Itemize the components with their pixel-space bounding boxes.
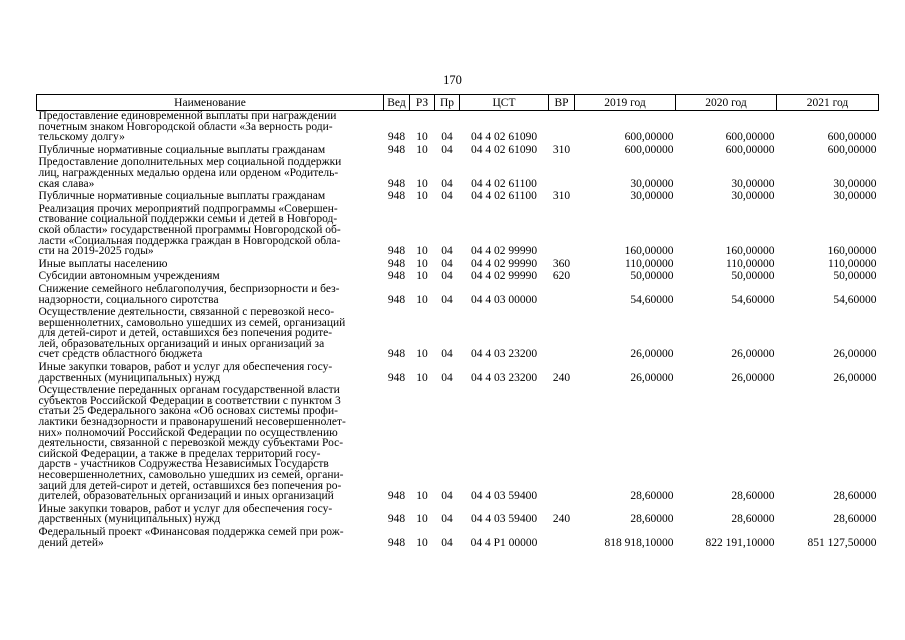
row-name-line: субъектов Российской Федерации в соответствии с пунктом 3 xyxy=(38,394,341,407)
table-row xyxy=(37,111,879,145)
row-value-2019: 30,00000 xyxy=(630,177,674,190)
row-name xyxy=(37,191,384,204)
row-value-2019: 50,00000 xyxy=(630,270,674,283)
table-row xyxy=(37,362,879,385)
row-value-2020: 26,00000 xyxy=(731,348,775,361)
row-value-2019: 600,00000 xyxy=(624,131,674,144)
row-name-line: ская слава» xyxy=(38,177,95,190)
row-value-2021: 54,60000 xyxy=(833,293,877,306)
row-rz: 10 xyxy=(416,257,428,270)
table-row xyxy=(37,157,879,191)
column-header-name: Наименование xyxy=(37,95,384,111)
row-pr: 04 xyxy=(441,257,453,270)
page-number: 170 xyxy=(443,73,462,87)
row-value-2019: 54,60000 xyxy=(630,293,674,306)
row-pr: 04 xyxy=(441,177,453,190)
row-name-line: них» полномочий Российской Федерации по осуществлению xyxy=(38,426,338,439)
row-cst: 04 4 03 23200 xyxy=(470,348,538,361)
column-header-rz: РЗ xyxy=(410,95,435,111)
row-pr: 04 xyxy=(441,513,453,526)
row-cst: 04 4 03 00000 xyxy=(470,293,538,306)
row-rz: 10 xyxy=(416,131,428,144)
row-vr xyxy=(549,307,575,362)
row-value-2019: 160,00000 xyxy=(624,245,674,258)
row-ved: 948 xyxy=(387,131,406,144)
row-name-line: Иные закупки товаров, работ и услуг для обеспечения госу- xyxy=(38,502,333,515)
row-name-line: Осуществление переданных органам государственной власти xyxy=(38,384,340,397)
row-value-2020: 30,00000 xyxy=(731,177,775,190)
row-value-2020: 600,00000 xyxy=(725,131,775,144)
row-vr: 240 xyxy=(552,513,571,526)
row-cst: 04 4 02 61090 xyxy=(470,143,538,156)
row-pr: 04 xyxy=(441,131,453,144)
row-name-line: лей, образовательных организаций и иных организаций за xyxy=(38,337,325,350)
row-value-2019: 110,00000 xyxy=(625,257,674,270)
row-value-2020: 50,00000 xyxy=(731,270,775,283)
row-value-2020: 28,60000 xyxy=(731,490,775,503)
row-rz: 10 xyxy=(416,143,428,156)
row-pr: 04 xyxy=(441,245,453,258)
column-header-cst: ЦСТ xyxy=(460,95,549,111)
table-row xyxy=(37,504,879,527)
row-vr xyxy=(549,527,575,550)
row-name-line: Публичные нормативные социальные выплаты гражданам xyxy=(38,143,326,156)
row-pr: 04 xyxy=(441,293,453,306)
row-name-line: заций для детей-сирот и детей, оставшихся без попечения ро- xyxy=(38,479,342,492)
row-name xyxy=(37,157,384,191)
row-value-2020: 600,00000 xyxy=(725,143,775,156)
row-ved: 948 xyxy=(387,536,406,549)
row-ved: 948 xyxy=(387,143,406,156)
row-vr: 620 xyxy=(552,270,571,283)
row-name xyxy=(37,385,384,504)
row-pr: 04 xyxy=(441,270,453,283)
row-value-2021: 26,00000 xyxy=(833,348,877,361)
row-vr xyxy=(549,157,575,191)
row-vr: 240 xyxy=(552,371,571,384)
row-name xyxy=(37,307,384,362)
row-name-line: статьи 25 Федерального закона «Об основах системы профи- xyxy=(38,405,338,418)
row-value-2020: 26,00000 xyxy=(731,371,775,384)
row-rz: 10 xyxy=(416,490,428,503)
row-name-line: надзорности, социального сиротства xyxy=(38,293,219,306)
row-rz: 10 xyxy=(416,293,428,306)
row-value-2020: 160,00000 xyxy=(725,245,775,258)
row-ved: 948 xyxy=(387,348,406,361)
table-body xyxy=(37,111,879,551)
row-rz: 10 xyxy=(416,270,428,283)
row-name-line: Иные закупки товаров, работ и услуг для обеспечения госу- xyxy=(38,361,333,374)
row-name-line: сийской Федерации, а также в пределах территорий госу- xyxy=(38,447,321,460)
row-name-line: деятельности, связанной с перевозкой между субъектами Рос- xyxy=(38,437,344,450)
row-pr: 04 xyxy=(441,348,453,361)
row-name xyxy=(37,504,384,527)
row-value-2019: 26,00000 xyxy=(630,348,674,361)
row-name-line: несовершеннолетних, самовольно ушедших из семей, органи- xyxy=(38,469,344,481)
row-pr: 04 xyxy=(441,490,453,503)
row-vr xyxy=(549,284,575,307)
row-value-2020: 28,60000 xyxy=(731,513,775,526)
column-header-pr: Пр xyxy=(435,95,460,111)
row-cst: 04 4 02 61100 xyxy=(471,177,537,190)
row-name-line: лактики безнадзорности и правонарушений несовершеннолет- xyxy=(38,416,346,429)
row-cst: 04 4 02 99990 xyxy=(470,257,538,270)
row-ved: 948 xyxy=(387,245,406,258)
row-name-line: дений детей» xyxy=(38,536,104,549)
row-name-line: Реализация прочих мероприятий подпрограммы «Совершен- xyxy=(38,202,338,215)
row-name-line: почетным знаком Новгородской области «За верность роди- xyxy=(38,120,333,133)
table-row xyxy=(37,284,879,307)
row-rz: 10 xyxy=(416,245,428,258)
row-name-line: Снижение семейного неблагополучия, беспризорности и без- xyxy=(38,282,340,295)
table-header xyxy=(37,95,879,111)
row-ved: 948 xyxy=(387,177,406,190)
row-name-line: ской области» государственной программы Новгородской об- xyxy=(38,223,341,236)
table-row xyxy=(37,307,879,362)
row-value-2021: 110,00000 xyxy=(828,257,877,270)
row-value-2019: 818 918,10000 xyxy=(604,536,674,549)
row-vr: 360 xyxy=(552,257,571,270)
row-cst: 04 4 02 61100 xyxy=(471,190,537,203)
column-header-2020: 2020 год xyxy=(676,95,777,111)
row-name xyxy=(37,284,384,307)
row-ved: 948 xyxy=(387,270,406,283)
table-row xyxy=(37,191,879,204)
column-header-2021: 2021 год xyxy=(777,95,879,111)
row-value-2021: 160,00000 xyxy=(827,245,877,258)
row-vr xyxy=(549,385,575,504)
row-ved: 948 xyxy=(387,293,406,306)
row-name-line: счет средств областного бюджета xyxy=(38,348,203,361)
row-name-line: тельскому долгу» xyxy=(38,131,125,144)
table-row xyxy=(37,385,879,504)
row-cst: 04 4 03 59400 xyxy=(470,490,538,503)
row-name xyxy=(37,204,384,259)
row-ved: 948 xyxy=(387,513,406,526)
row-value-2020: 54,60000 xyxy=(731,293,775,306)
row-name xyxy=(37,362,384,385)
row-value-2019: 28,60000 xyxy=(630,490,674,503)
row-name-line: дарств - участников Содружества Независимых Государств xyxy=(38,458,329,471)
row-value-2020: 110,00000 xyxy=(726,257,775,270)
row-value-2019: 28,60000 xyxy=(630,513,674,526)
row-ved: 948 xyxy=(387,490,406,503)
row-name-line: Субсидии автономным учреждениям xyxy=(38,270,220,283)
row-pr: 04 xyxy=(441,536,453,549)
table-row xyxy=(37,204,879,259)
row-name-line: дарственных (муниципальных) нужд xyxy=(38,513,221,526)
row-rz: 10 xyxy=(416,513,428,526)
row-cst: 04 4 P1 00000 xyxy=(470,536,538,549)
row-value-2019: 30,00000 xyxy=(630,190,674,203)
column-header-2019: 2019 год xyxy=(575,95,676,111)
row-ved: 948 xyxy=(387,371,406,384)
row-vr xyxy=(549,111,575,145)
row-value-2020: 822 191,10000 xyxy=(705,536,775,549)
row-value-2021: 600,00000 xyxy=(827,143,877,156)
row-name-line: Осуществление деятельности, связанной с перевозкой несо- xyxy=(38,306,335,319)
row-value-2020: 30,00000 xyxy=(731,190,775,203)
row-cst: 04 4 02 99990 xyxy=(470,270,538,283)
row-ved: 948 xyxy=(387,190,406,203)
column-header-vr: ВР xyxy=(549,95,575,111)
column-header-ved: Вед xyxy=(384,95,410,111)
row-name-line: Публичные нормативные социальные выплаты гражданам xyxy=(38,190,326,203)
budget-table xyxy=(36,94,879,550)
row-ved: 948 xyxy=(387,257,406,270)
row-cst: 04 4 03 59400 xyxy=(470,513,538,526)
row-cst: 04 4 02 61090 xyxy=(470,131,538,144)
row-name-line: дарственных (муниципальных) нужд xyxy=(38,371,221,384)
row-vr: 310 xyxy=(552,143,571,156)
row-cst: 04 4 03 23200 xyxy=(470,371,538,384)
row-value-2021: 30,00000 xyxy=(833,190,877,203)
row-value-2019: 600,00000 xyxy=(624,143,674,156)
row-name xyxy=(37,527,384,550)
row-pr: 04 xyxy=(441,143,453,156)
row-value-2019: 26,00000 xyxy=(630,371,674,384)
table-row xyxy=(37,527,879,550)
row-value-2021: 26,00000 xyxy=(833,371,877,384)
row-rz: 10 xyxy=(416,177,428,190)
row-value-2021: 28,60000 xyxy=(833,513,877,526)
row-rz: 10 xyxy=(416,190,428,203)
row-value-2021: 28,60000 xyxy=(833,490,877,503)
row-vr xyxy=(549,204,575,259)
row-name-line: сти на 2019-2025 годы» xyxy=(38,245,154,258)
row-vr: 310 xyxy=(552,190,571,203)
row-name-line: лиц, награжденных медалью ордена или орденом «Родитель- xyxy=(38,166,339,179)
row-name-line: ласти «Социальная поддержка граждан в Новгородской обла- xyxy=(38,234,341,247)
row-cst: 04 4 02 99990 xyxy=(470,245,538,258)
row-value-2021: 851 127,50000 xyxy=(807,536,877,549)
row-rz: 10 xyxy=(416,536,428,549)
row-name xyxy=(37,111,384,145)
row-name-line: дителей, образовательных организаций и иных организаций xyxy=(38,490,334,503)
row-name-line: Предоставление единовременной выплаты при награждении xyxy=(38,110,337,122)
row-pr: 04 xyxy=(441,371,453,384)
row-name-line: Федеральный проект «Финансовая поддержка семей при рож- xyxy=(38,525,344,538)
row-name-line: ствование социальной поддержки семьи и детей в Новгород- xyxy=(38,213,338,226)
row-value-2021: 30,00000 xyxy=(833,177,877,190)
row-pr: 04 xyxy=(441,190,453,203)
row-value-2021: 600,00000 xyxy=(827,131,877,144)
row-value-2021: 50,00000 xyxy=(833,270,877,283)
row-name-line: Иные выплаты населению xyxy=(38,257,168,270)
row-rz: 10 xyxy=(416,348,428,361)
row-rz: 10 xyxy=(416,371,428,384)
row-name-line: для детей-сирот и детей, оставшихся без попечения родите- xyxy=(38,327,333,340)
row-name-line: Предоставление дополнительных мер социальной поддержки xyxy=(38,156,342,169)
row-name-line: вершеннолетних, самовольно ушедших из семей, организаций xyxy=(38,316,346,329)
